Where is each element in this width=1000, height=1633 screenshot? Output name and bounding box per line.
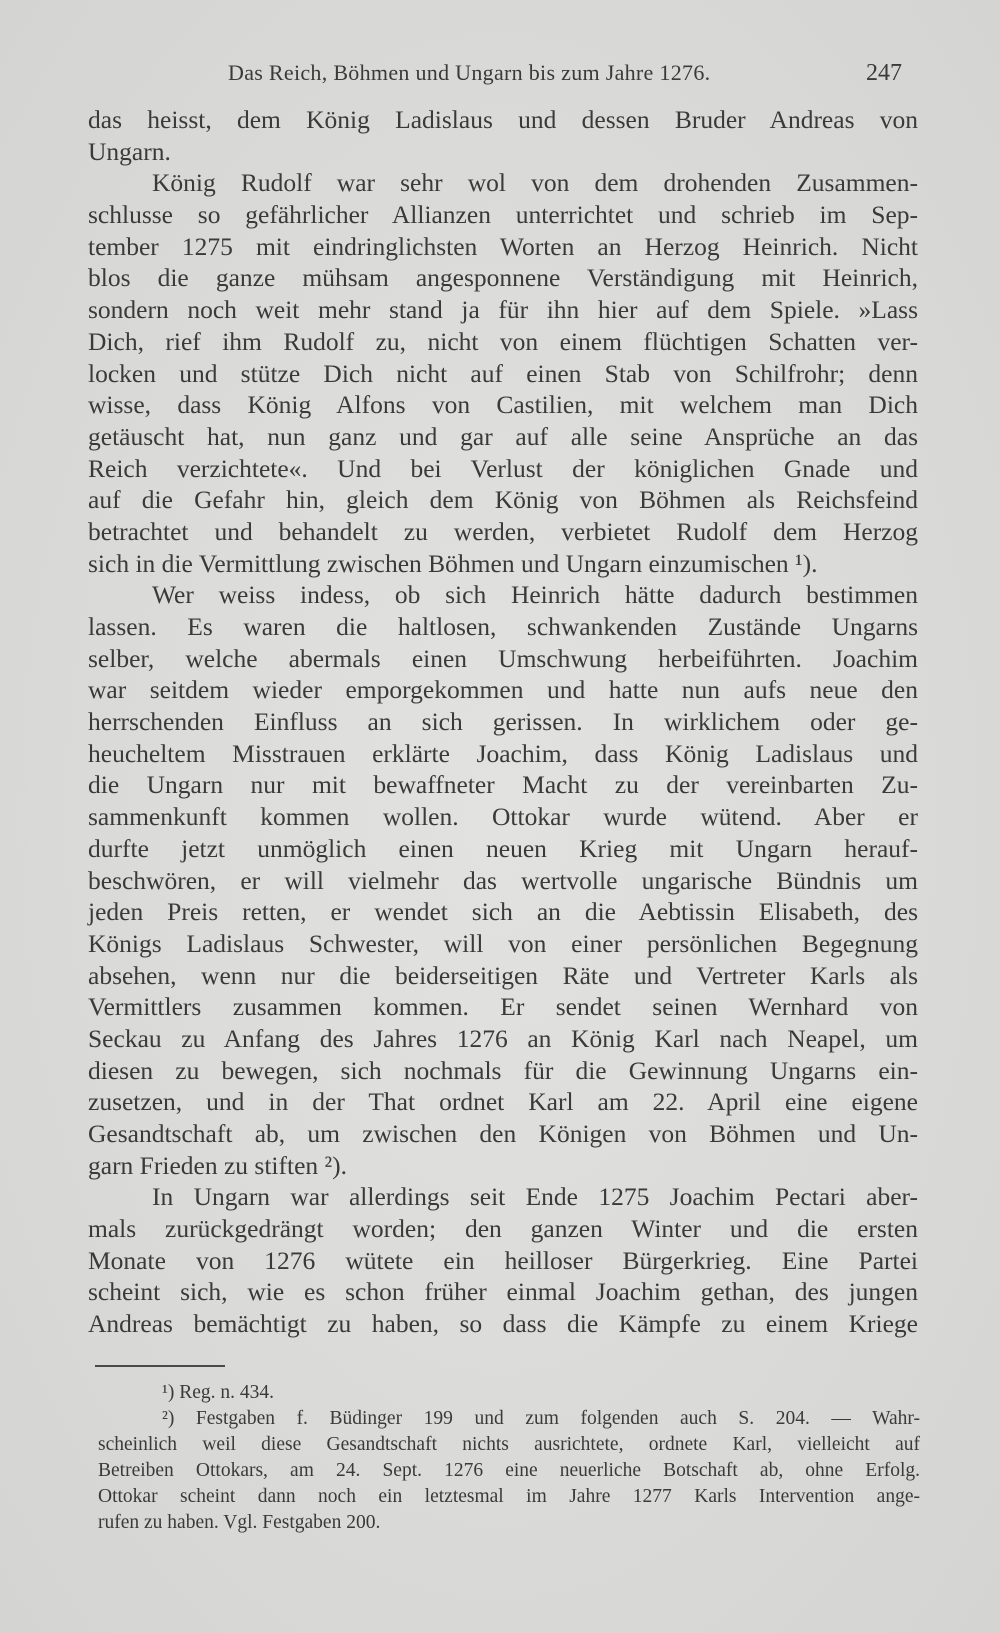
text-line: König Rudolf war sehr wol von dem drohenden Zusammen- <box>152 168 918 198</box>
text-line: betrachtet und behandelt zu werden, verbietet Rudolf dem Herzog <box>88 516 918 546</box>
text-line: Reich verzichtete«. Und bei Verlust der königlichen Gnade und <box>88 453 918 483</box>
text-line: Königs Ladislaus Schwester, will von einer persönlichen Begegnung <box>88 928 918 958</box>
text-line: lassen. Es waren die haltlosen, schwankenden Zustände Ungarns <box>88 612 918 641</box>
text-line: auf die Gefahr hin, gleich dem König von Böhmen als Reichsfeind <box>88 485 918 515</box>
text-line: Vermittlers zusammen kommen. Er sendet seinen Wernhard von <box>88 992 918 1022</box>
text-line: diesen zu bewegen, sich nochmals für die Gewinnung Ungarns ein- <box>88 1055 918 1085</box>
text-line: getäuscht hat, nun ganz und gar auf alle seine Ansprüche an das <box>88 421 918 451</box>
text-line: jeden Preis retten, er wendet sich an die Aebtissin Elisabeth, des <box>88 897 918 927</box>
text-line: blos die ganze mühsam angesponnene Verständigung mit Heinrich, <box>88 263 918 293</box>
text-line: durfte jetzt unmöglich einen neuen Krieg mit Ungarn herauf- <box>88 833 918 863</box>
footnote-line: Betreiben Ottokars, am 24. Sept. 1276 eine neuerliche Botschaft ab, ohne Erfolg. <box>98 1460 920 1481</box>
text-line: absehen, wenn nur die beiderseitigen Räte und Vertreter Karls als <box>88 960 918 990</box>
running-head-title: Das Reich, Böhmen und Ungarn bis zum Jahre 1276. <box>228 60 711 85</box>
text-line: war seitdem wieder emporgekommen und hatte nun aufs neue den <box>88 675 918 705</box>
footnote-line: scheinlich weil diese Gesandtschaft nichts ausrichtete, ordnete Karl, vielleicht auf <box>98 1434 920 1455</box>
text-line: locken und stütze Dich nicht auf einen Stab von Schilfrohr; denn <box>88 358 918 388</box>
text-line: Seckau zu Anfang des Jahres 1276 an König Karl nach Neapel, um <box>88 1023 918 1053</box>
text-line: Wer weiss indess, ob sich Heinrich hätte dadurch bestimmen <box>152 580 918 610</box>
footnote-line: rufen zu haben. Vgl. Festgaben 200. <box>98 1512 381 1533</box>
footnote-divider <box>95 1365 225 1367</box>
text-line: herrschenden Einfluss an sich gerissen. In wirklichem oder ge- <box>88 707 918 737</box>
text-line: mals zurückgedrängt worden; den ganzen Winter und die ersten <box>88 1214 918 1244</box>
text-line: sammenkunft kommen wollen. Ottokar wurde wütend. Aber er <box>88 802 918 832</box>
text-line: Gesandtschaft ab, um zwischen den Königen von Böhmen und Un- <box>88 1119 918 1148</box>
footnote-line: ²) Festgaben f. Büdinger 199 und zum folgenden auch S. 204. — Wahr- <box>162 1408 920 1429</box>
text-line: In Ungarn war allerdings seit Ende 1275 Joachim Pectari aber- <box>152 1182 918 1212</box>
text-line: Ungarn. <box>88 136 171 166</box>
text-line: sich in die Vermittlung zwischen Böhmen und Ungarn einzumischen ¹). <box>88 548 818 578</box>
text-line: sondern noch weit mehr stand ja für ihn hier auf dem Spiele. »Lass <box>88 295 918 325</box>
text-line: garn Frieden zu stiften ²). <box>88 1150 348 1180</box>
footnote-line: Ottokar scheint dann noch ein letztesmal im Jahre 1277 Karls Intervention ange- <box>98 1486 920 1507</box>
text-line: das heisst, dem König Ladislaus und dessen Bruder Andreas von <box>88 105 918 134</box>
text-line: scheint sich, wie es schon früher einmal Joachim gethan, des jungen <box>88 1277 918 1307</box>
text-line: zusetzen, und in der That ordnet Karl am 22. April eine eigene <box>88 1087 918 1117</box>
page-number: 247 <box>866 60 902 86</box>
body-text <box>88 104 918 1340</box>
footnote-line: ¹) Reg. n. 434. <box>162 1382 275 1403</box>
text-line: Andreas bemächtigt zu haben, so dass die Kämpfe zu einem Kriege <box>88 1309 918 1339</box>
text-line: schlusse so gefährlicher Allianzen unterrichtet und schrieb im Sep- <box>88 200 918 230</box>
text-line: selber, welche abermals einen Umschwung herbeiführten. Joachim <box>88 643 918 673</box>
text-line: wisse, dass König Alfons von Castilien, mit welchem man Dich <box>88 390 918 420</box>
text-line: Monate von 1276 wütete ein heilloser Bürgerkrieg. Eine Partei <box>88 1245 918 1275</box>
footnotes <box>98 1380 920 1536</box>
text-line: die Ungarn nur mit bewaffneter Macht zu der vereinbarten Zu- <box>88 770 918 800</box>
text-line: tember 1275 mit eindringlichsten Worten an Herzog Heinrich. Nicht <box>88 231 918 261</box>
text-line: beschwören, er will vielmehr das wertvolle ungarische Bündnis um <box>88 865 918 895</box>
text-line: Dich, rief ihm Rudolf zu, nicht von einem flüchtigen Schatten ver- <box>88 326 918 356</box>
text-line: heucheltem Misstrauen erklärte Joachim, dass König Ladislaus und <box>88 738 918 768</box>
running-head <box>0 60 1000 100</box>
